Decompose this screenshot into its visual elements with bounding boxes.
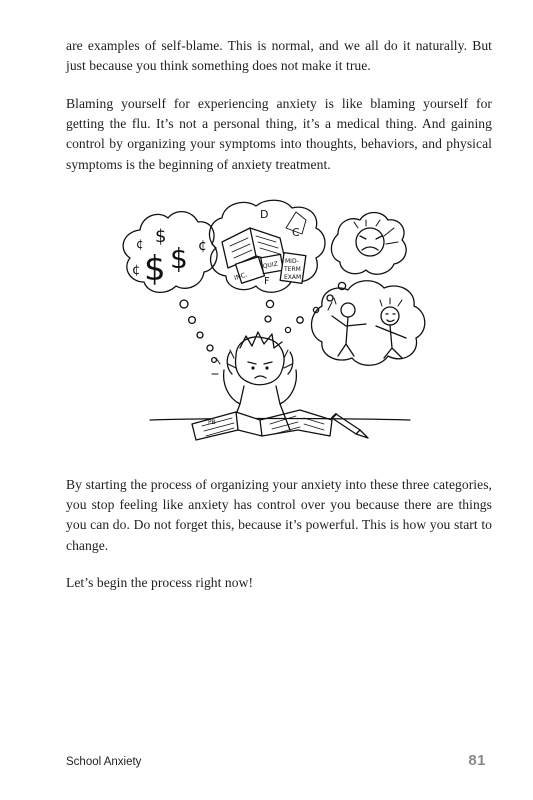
scared-person-head (381, 307, 399, 325)
thought-bubble-dot (327, 295, 333, 301)
angry-face-thought-cloud (331, 213, 406, 275)
thought-bubble-dot (180, 300, 188, 308)
person-shouting-head (341, 303, 355, 317)
svg-text:TERM: TERM (284, 266, 301, 273)
thought-bubble-dot (297, 317, 303, 323)
grade-f-mark: F (264, 276, 270, 287)
angry-face-drawing (356, 228, 384, 256)
svg-text:MID-: MID- (285, 258, 299, 265)
school-thought-cloud (209, 200, 325, 292)
svg-text:QUIZ: QUIZ (262, 260, 279, 271)
thought-bubble-dot (266, 300, 273, 307)
thought-bubble-dot (265, 316, 271, 322)
money-thought-cloud (123, 212, 217, 293)
thought-bubble-dot (189, 317, 196, 324)
thought-bubble-dot (285, 327, 290, 332)
dollar-sign-small: $ (155, 226, 167, 247)
grade-d-mark: D (260, 208, 269, 221)
svg-text:EXAM: EXAM (284, 274, 302, 281)
cent-sign-top: ¢ (136, 237, 144, 251)
cent-sign-right: ¢ (198, 238, 207, 254)
paragraph-three-categories: By starting the process of organizing your anxiety into these three categories, you stop feeling like anxiety has control over you because there are things you can do. Do not forget this, because it’s powerful. This is how you start to change. (66, 477, 492, 553)
pencil-drawing (332, 414, 368, 438)
thought-bubble-dot (197, 332, 203, 338)
page-number: 81 (468, 752, 486, 769)
svg-text:INC.: INC. (233, 270, 249, 283)
anxious-student-illustration (110, 198, 445, 443)
conflict-thought-cloud (312, 281, 425, 366)
running-footer-title: School Anxiety (66, 756, 142, 768)
cent-sign-left: ¢ (132, 263, 141, 278)
book-initials: PB (208, 419, 216, 426)
paragraph-blaming-flu: Blaming yourself for experiencing anxiety is like blaming yourself for getting the flu. It’s not a personal thing, it’s a medical thing. And gaining control by organizing your symptoms into thoughts, behaviors, and physical symptoms is the beginning of anxiety treatment. (66, 96, 492, 172)
paragraph-self-blame: are examples of self-blame. This is normal, and we all do it naturally. But just because you think something does not make it true. (66, 38, 492, 74)
thought-bubble-dot (207, 345, 213, 351)
grade-c-mark: C (292, 226, 300, 239)
paragraph-begin-process: Let’s begin the process right now! (66, 575, 254, 590)
dollar-sign-medium: $ (170, 242, 188, 275)
desk-edge (150, 419, 410, 421)
open-book-on-desk (192, 410, 332, 440)
dollar-sign-large: $ (144, 249, 166, 289)
